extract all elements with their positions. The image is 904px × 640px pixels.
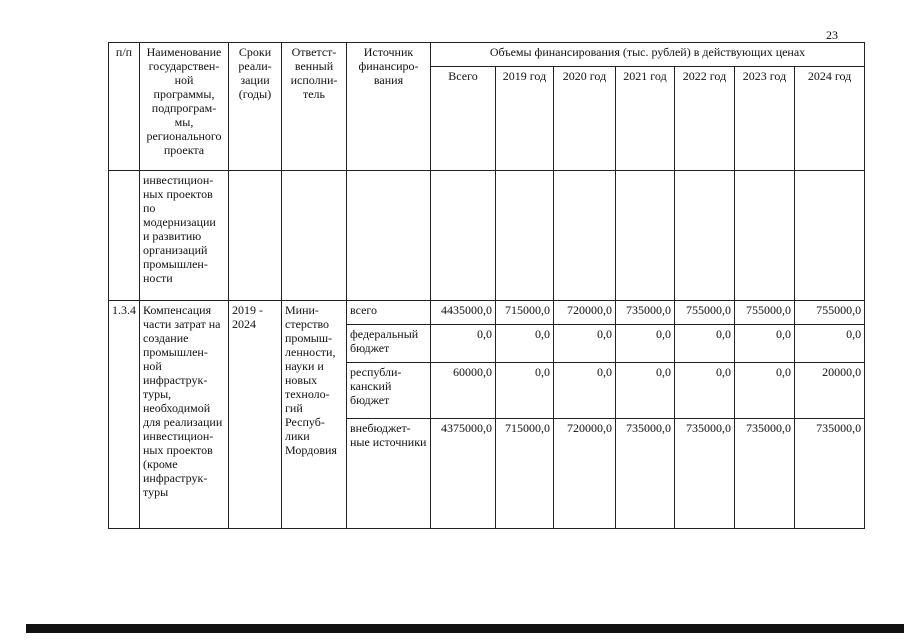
header-year: 2024 год xyxy=(795,67,865,171)
value-cell: 0,0 xyxy=(496,363,554,419)
header-total: Всего xyxy=(431,67,496,171)
source-cell: республи-канский бюджет xyxy=(347,363,431,419)
value-cell: 735000,0 xyxy=(795,419,865,529)
table-row xyxy=(109,301,865,325)
value-cell: 735000,0 xyxy=(616,301,675,325)
value-cell: 4435000,0 xyxy=(431,301,496,325)
value-cell: 755000,0 xyxy=(735,301,795,325)
value-cell: 0,0 xyxy=(616,363,675,419)
value-cell: 0,0 xyxy=(735,363,795,419)
value-cell: 0,0 xyxy=(496,325,554,363)
header-year: 2021 год xyxy=(616,67,675,171)
value-cell: 720000,0 xyxy=(554,301,616,325)
cell-empty xyxy=(109,171,140,301)
header-name: Наименование государствен-ной программы, подпрограм-мы, регионального проекта xyxy=(140,43,229,171)
value-cell: 715000,0 xyxy=(496,419,554,529)
cell-empty xyxy=(735,171,795,301)
cell-empty xyxy=(282,171,347,301)
item-executor: Мини-стерство промыш-ленности, науки и новых техноло-гий Респуб-лики Мордовия xyxy=(282,301,347,529)
financing-table xyxy=(108,42,865,529)
cell-empty xyxy=(675,171,735,301)
header-executor: Ответст-венный исполни-тель xyxy=(282,43,347,171)
value-cell: 0,0 xyxy=(431,325,496,363)
page-number: 23 xyxy=(826,28,838,42)
value-cell: 735000,0 xyxy=(616,419,675,529)
value-cell: 735000,0 xyxy=(735,419,795,529)
table-row xyxy=(109,171,865,301)
item-terms: 2019 - 2024 xyxy=(229,301,282,529)
value-cell: 735000,0 xyxy=(675,419,735,529)
source-cell: федеральный бюджет xyxy=(347,325,431,363)
header-source: Источник финансиро-вания xyxy=(347,43,431,171)
header-year: 2022 год xyxy=(675,67,735,171)
source-cell: внебюджет-ные источники xyxy=(347,419,431,529)
value-cell: 0,0 xyxy=(675,363,735,419)
cell-empty xyxy=(795,171,865,301)
value-cell: 0,0 xyxy=(554,325,616,363)
value-cell: 0,0 xyxy=(554,363,616,419)
header-year: 2020 год xyxy=(554,67,616,171)
item-num: 1.3.4 xyxy=(109,301,140,529)
header-year: 2019 год xyxy=(496,67,554,171)
value-cell: 60000,0 xyxy=(431,363,496,419)
cell-empty xyxy=(347,171,431,301)
value-cell: 755000,0 xyxy=(795,301,865,325)
cell-empty xyxy=(431,171,496,301)
value-cell: 0,0 xyxy=(675,325,735,363)
value-cell: 20000,0 xyxy=(795,363,865,419)
header-terms: Сроки реали-зации (годы) xyxy=(229,43,282,171)
cell-empty xyxy=(496,171,554,301)
value-cell: 4375000,0 xyxy=(431,419,496,529)
header-row xyxy=(109,43,865,67)
cell-empty xyxy=(554,171,616,301)
header-num: п/п xyxy=(109,43,140,171)
item-name: Компенсация части затрат на создание промышлен-ной инфраструк-туры, необходимой для реализации инвестицион-ных проектов (кроме инфраструк-туры xyxy=(140,301,229,529)
value-cell: 0,0 xyxy=(616,325,675,363)
value-cell: 755000,0 xyxy=(675,301,735,325)
value-cell: 715000,0 xyxy=(496,301,554,325)
value-cell: 0,0 xyxy=(795,325,865,363)
value-cell: 0,0 xyxy=(735,325,795,363)
continuation-name: инвестицион-ных проектов по модернизации и развитию организаций промышлен-ности xyxy=(140,171,229,301)
value-cell: 720000,0 xyxy=(554,419,616,529)
source-cell: всего xyxy=(347,301,431,325)
cell-empty xyxy=(229,171,282,301)
header-volumes: Объемы финансирования (тыс. рублей) в действующих ценах xyxy=(431,43,865,67)
scan-bottom-edge xyxy=(26,624,904,633)
cell-empty xyxy=(616,171,675,301)
header-year: 2023 год xyxy=(735,67,795,171)
